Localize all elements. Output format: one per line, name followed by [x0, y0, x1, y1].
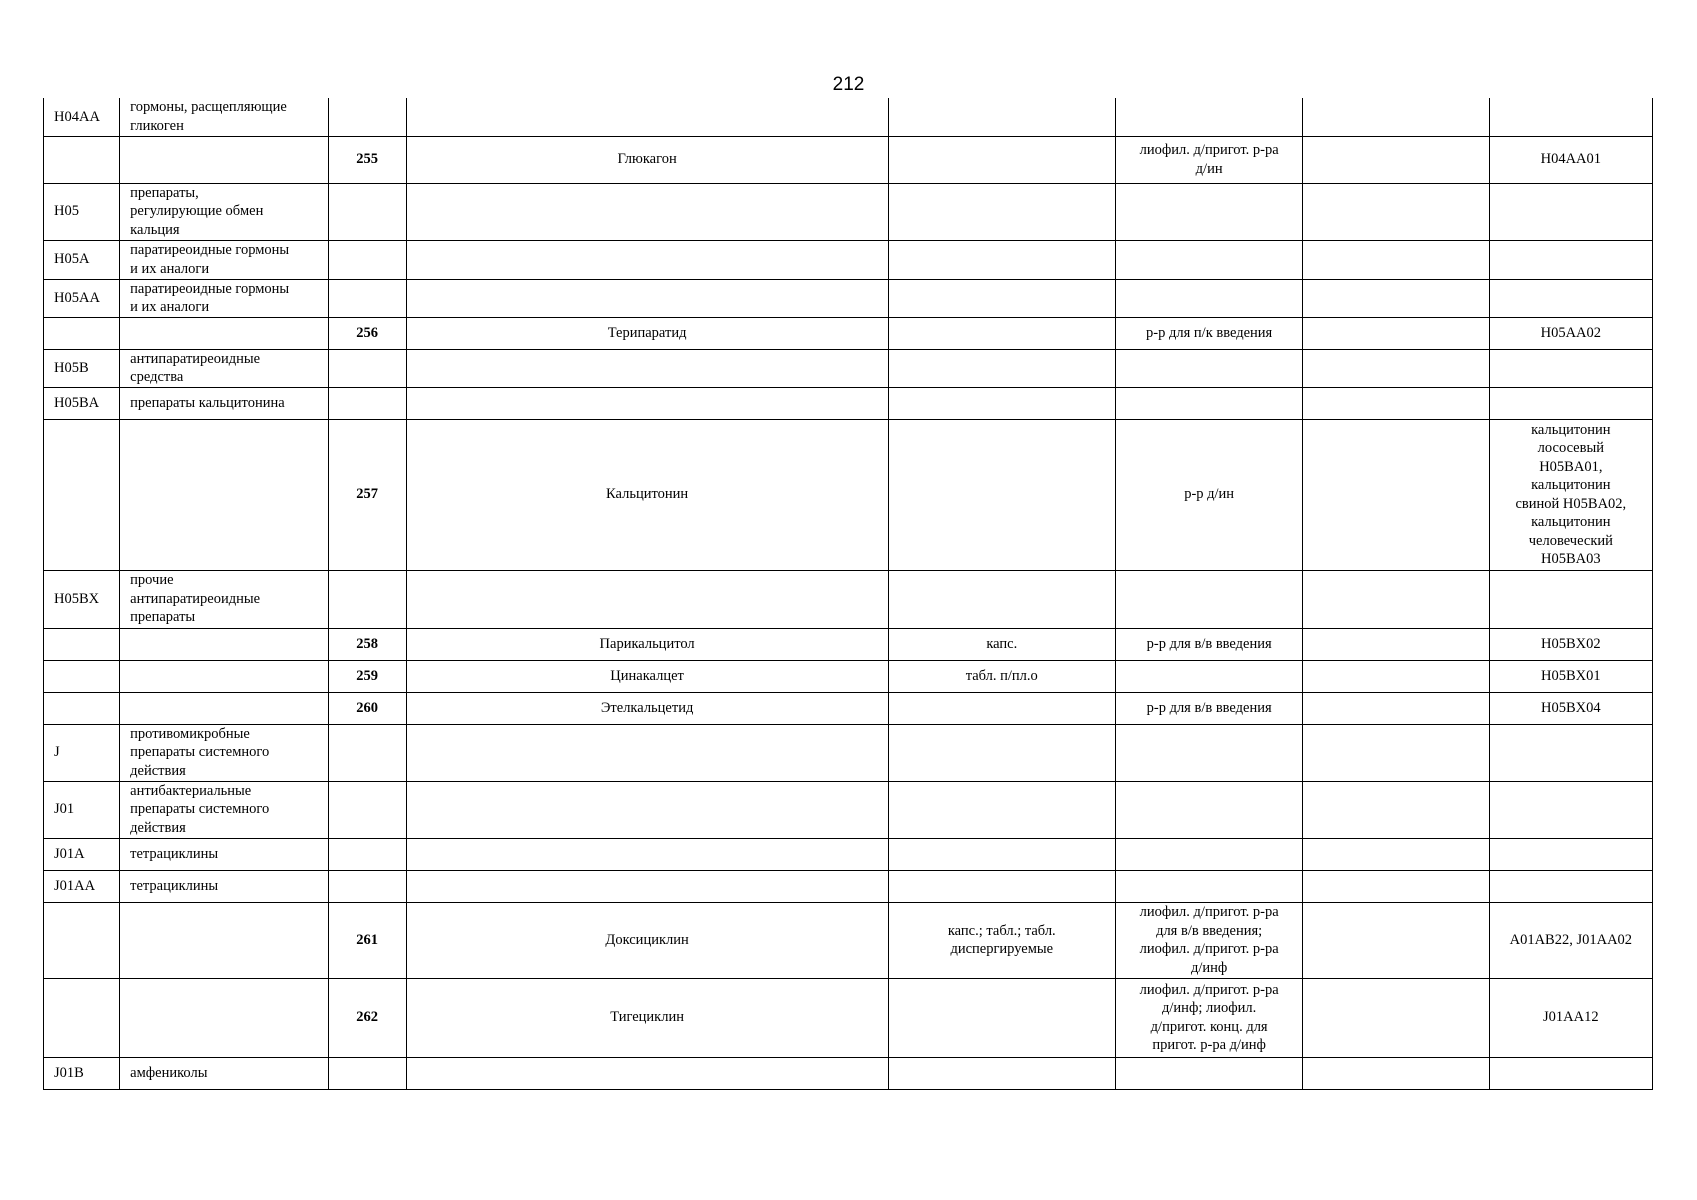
- empty-cell: [1489, 98, 1652, 136]
- table-row-drug: [44, 902, 1653, 978]
- empty-cell: [328, 570, 406, 628]
- dosage-form-oral: [888, 978, 1115, 1057]
- empty-cell: [1115, 870, 1302, 902]
- empty-cell: [44, 902, 120, 978]
- empty-cell: [328, 1057, 406, 1089]
- empty-cell: [888, 183, 1115, 240]
- empty-cell: [1115, 279, 1302, 317]
- dosage-form-injection: [1115, 660, 1302, 692]
- atc-code: H05BX04: [1489, 692, 1652, 724]
- empty-cell: [406, 279, 888, 317]
- empty-cell: [888, 349, 1115, 387]
- empty-cell: [1303, 570, 1489, 628]
- empty-cell: [888, 1057, 1115, 1089]
- table-row-group: [44, 870, 1653, 902]
- table-row-group: [44, 781, 1653, 838]
- empty-cell: [888, 387, 1115, 419]
- empty-cell: [328, 183, 406, 240]
- drug-number: 261: [328, 902, 406, 978]
- dosage-form-injection: р-р для в/в введения: [1115, 692, 1302, 724]
- atc-group-name: тетрациклины: [120, 870, 328, 902]
- page-number: 212: [832, 74, 865, 95]
- drug-name: Доксициклин: [406, 902, 888, 978]
- dosage-form-oral: [888, 317, 1115, 349]
- empty-cell: [328, 838, 406, 870]
- dosage-form-injection: лиофил. д/пригот. р-ра д/инф; лиофил. д/пригот. конц. для пригот. р-ра д/инф: [1115, 978, 1302, 1057]
- empty-cell: [888, 98, 1115, 136]
- empty-cell: [1303, 98, 1489, 136]
- empty-cell: [1115, 570, 1302, 628]
- empty-cell: [328, 279, 406, 317]
- extra-cell: [1303, 902, 1489, 978]
- extra-cell: [1303, 419, 1489, 570]
- table-row-drug: [44, 978, 1653, 1057]
- atc-group-name: препараты, регулирующие обмен кальция: [120, 183, 328, 240]
- atc-code: H05AA02: [1489, 317, 1652, 349]
- dosage-form-oral: [888, 136, 1115, 183]
- dosage-form-oral: капс.; табл.; табл. диспергируемые: [888, 902, 1115, 978]
- empty-cell: [1115, 98, 1302, 136]
- empty-cell: [888, 781, 1115, 838]
- empty-cell: [406, 387, 888, 419]
- atc-group-code: J01A: [44, 838, 120, 870]
- dosage-form-injection: р-р для п/к введения: [1115, 317, 1302, 349]
- table-row-group: [44, 724, 1653, 781]
- atc-group-code: J01B: [44, 1057, 120, 1089]
- table-row-group: [44, 1057, 1653, 1089]
- empty-cell: [1303, 183, 1489, 240]
- empty-cell: [406, 870, 888, 902]
- empty-cell: [120, 660, 328, 692]
- drug-list-table: [43, 98, 1653, 1090]
- empty-cell: [888, 240, 1115, 279]
- drug-number: 262: [328, 978, 406, 1057]
- empty-cell: [1489, 183, 1652, 240]
- empty-cell: [406, 838, 888, 870]
- empty-cell: [888, 724, 1115, 781]
- table-row-drug: [44, 692, 1653, 724]
- extra-cell: [1303, 136, 1489, 183]
- empty-cell: [44, 692, 120, 724]
- empty-cell: [1303, 279, 1489, 317]
- empty-cell: [1489, 870, 1652, 902]
- atc-code: J01AA12: [1489, 978, 1652, 1057]
- drug-number: 259: [328, 660, 406, 692]
- empty-cell: [888, 870, 1115, 902]
- table-row-group: [44, 183, 1653, 240]
- extra-cell: [1303, 317, 1489, 349]
- dosage-form-injection: р-р для в/в введения: [1115, 628, 1302, 660]
- empty-cell: [888, 279, 1115, 317]
- empty-cell: [406, 781, 888, 838]
- empty-cell: [1115, 349, 1302, 387]
- empty-cell: [120, 136, 328, 183]
- atc-group-name: препараты кальцитонина: [120, 387, 328, 419]
- empty-cell: [1489, 240, 1652, 279]
- empty-cell: [406, 570, 888, 628]
- empty-cell: [406, 724, 888, 781]
- table-row-group: [44, 279, 1653, 317]
- dosage-form-oral: [888, 692, 1115, 724]
- table-row-group: [44, 240, 1653, 279]
- atc-group-code: H05BX: [44, 570, 120, 628]
- atc-group-name: противомикробные препараты системного действия: [120, 724, 328, 781]
- empty-cell: [1303, 349, 1489, 387]
- empty-cell: [1115, 781, 1302, 838]
- empty-cell: [328, 98, 406, 136]
- atc-code: кальцитонин лососевый H05BA01, кальцитонин свиной H05BA02, кальцитонин человеческий H05BA03: [1489, 419, 1652, 570]
- empty-cell: [328, 781, 406, 838]
- table-row-group: [44, 98, 1653, 136]
- empty-cell: [1303, 1057, 1489, 1089]
- drug-number: 258: [328, 628, 406, 660]
- table-row-drug: [44, 419, 1653, 570]
- empty-cell: [44, 978, 120, 1057]
- drug-number: 256: [328, 317, 406, 349]
- empty-cell: [328, 387, 406, 419]
- empty-cell: [1303, 387, 1489, 419]
- empty-cell: [120, 317, 328, 349]
- empty-cell: [406, 98, 888, 136]
- empty-cell: [1115, 724, 1302, 781]
- drug-name: Кальцитонин: [406, 419, 888, 570]
- atc-code: H05BX01: [1489, 660, 1652, 692]
- dosage-form-injection: лиофил. д/пригот. р-ра для в/в введения; лиофил. д/пригот. р-ра д/инф: [1115, 902, 1302, 978]
- table-row-group: [44, 838, 1653, 870]
- empty-cell: [44, 136, 120, 183]
- atc-group-code: H05B: [44, 349, 120, 387]
- atc-code: H05BX02: [1489, 628, 1652, 660]
- empty-cell: [1115, 387, 1302, 419]
- drug-name: Терипаратид: [406, 317, 888, 349]
- empty-cell: [1115, 838, 1302, 870]
- atc-group-code: J: [44, 724, 120, 781]
- empty-cell: [406, 183, 888, 240]
- empty-cell: [406, 349, 888, 387]
- empty-cell: [888, 570, 1115, 628]
- empty-cell: [120, 978, 328, 1057]
- drug-number: 255: [328, 136, 406, 183]
- atc-group-code: H05BA: [44, 387, 120, 419]
- table-row-drug: [44, 317, 1653, 349]
- empty-cell: [1303, 870, 1489, 902]
- atc-group-name: антипаратиреоидные средства: [120, 349, 328, 387]
- extra-cell: [1303, 628, 1489, 660]
- dosage-form-injection: лиофил. д/пригот. р-ра д/ин: [1115, 136, 1302, 183]
- empty-cell: [328, 870, 406, 902]
- dosage-form-oral: табл. п/пл.о: [888, 660, 1115, 692]
- atc-group-name: прочие антипаратиреоидные препараты: [120, 570, 328, 628]
- empty-cell: [120, 419, 328, 570]
- empty-cell: [328, 724, 406, 781]
- empty-cell: [44, 419, 120, 570]
- empty-cell: [1115, 240, 1302, 279]
- atc-group-code: H05A: [44, 240, 120, 279]
- empty-cell: [44, 660, 120, 692]
- dosage-form-oral: капс.: [888, 628, 1115, 660]
- empty-cell: [1489, 570, 1652, 628]
- empty-cell: [44, 317, 120, 349]
- atc-group-name: антибактериальные препараты системного действия: [120, 781, 328, 838]
- empty-cell: [44, 628, 120, 660]
- empty-cell: [120, 902, 328, 978]
- empty-cell: [1489, 279, 1652, 317]
- empty-cell: [1489, 838, 1652, 870]
- empty-cell: [120, 628, 328, 660]
- atc-group-name: паратиреоидные гормоны и их аналоги: [120, 240, 328, 279]
- empty-cell: [1115, 183, 1302, 240]
- empty-cell: [1303, 240, 1489, 279]
- drug-name: Парикальцитол: [406, 628, 888, 660]
- empty-cell: [1489, 1057, 1652, 1089]
- dosage-form-injection: р-р д/ин: [1115, 419, 1302, 570]
- atc-code: H04AA01: [1489, 136, 1652, 183]
- empty-cell: [1489, 724, 1652, 781]
- empty-cell: [406, 240, 888, 279]
- empty-cell: [1489, 387, 1652, 419]
- empty-cell: [888, 838, 1115, 870]
- atc-group-name: амфениколы: [120, 1057, 328, 1089]
- drug-name: Глюкагон: [406, 136, 888, 183]
- atc-group-name: гормоны, расщепляющие гликоген: [120, 98, 328, 136]
- extra-cell: [1303, 692, 1489, 724]
- table-row-group: [44, 387, 1653, 419]
- extra-cell: [1303, 660, 1489, 692]
- empty-cell: [1489, 781, 1652, 838]
- extra-cell: [1303, 978, 1489, 1057]
- table-row-drug: [44, 136, 1653, 183]
- table-row-group: [44, 570, 1653, 628]
- empty-cell: [406, 1057, 888, 1089]
- drug-name: Этелкальцетид: [406, 692, 888, 724]
- drug-name: Цинакалцет: [406, 660, 888, 692]
- empty-cell: [328, 349, 406, 387]
- atc-group-name: паратиреоидные гормоны и их аналоги: [120, 279, 328, 317]
- atc-group-code: H05AA: [44, 279, 120, 317]
- empty-cell: [1489, 349, 1652, 387]
- table-row-group: [44, 349, 1653, 387]
- empty-cell: [1303, 838, 1489, 870]
- drug-number: 257: [328, 419, 406, 570]
- empty-cell: [120, 692, 328, 724]
- table-row-drug: [44, 628, 1653, 660]
- table-row-drug: [44, 660, 1653, 692]
- atc-group-code: J01AA: [44, 870, 120, 902]
- drug-number: 260: [328, 692, 406, 724]
- atc-group-code: H04AA: [44, 98, 120, 136]
- empty-cell: [328, 240, 406, 279]
- empty-cell: [1115, 1057, 1302, 1089]
- atc-group-name: тетрациклины: [120, 838, 328, 870]
- drug-name: Тигециклин: [406, 978, 888, 1057]
- empty-cell: [1303, 724, 1489, 781]
- empty-cell: [1303, 781, 1489, 838]
- atc-group-code: H05: [44, 183, 120, 240]
- atc-group-code: J01: [44, 781, 120, 838]
- dosage-form-oral: [888, 419, 1115, 570]
- atc-code: A01AB22, J01AA02: [1489, 902, 1652, 978]
